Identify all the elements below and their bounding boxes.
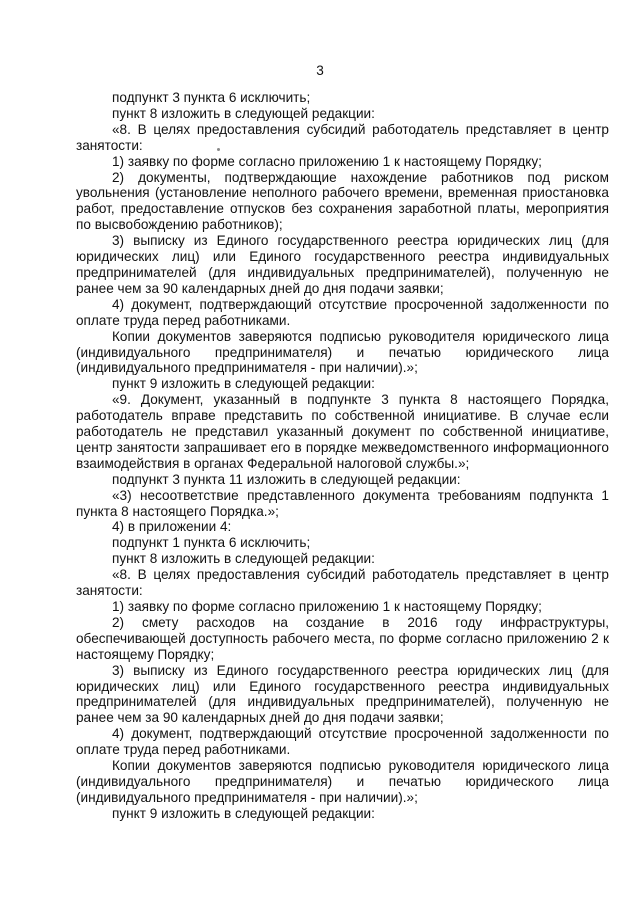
paragraph: 2) смету расходов на создание в 2016 году инфраструктуры, обеспечивающей доступность рабочего места, по форме согласно приложению 2 к настоящему Порядку; [76, 614, 609, 662]
paragraph: пункт 9 изложить в следующей редакции: [112, 805, 375, 821]
paragraph: 1) заявку по форме согласно приложению 1 к настоящему Порядку; [112, 153, 542, 169]
paragraph: Копии документов заверяются подписью руководителя юридического лица (индивидуального предпринимателя) и печатью юридического лица (индивидуального предпринимателя - при наличии).»; [76, 328, 609, 376]
paragraph: пункт 8 изложить в следующей редакции: [112, 105, 375, 121]
paragraph: подпункт 1 пункта 6 исключить; [112, 535, 311, 551]
paragraph: подпункт 3 пункта 6 исключить; [112, 90, 311, 105]
document-body [76, 90, 609, 822]
paragraph: 4) в приложении 4: [112, 519, 232, 535]
page-number: 3 [316, 63, 324, 78]
paragraph: 4) документ, подтверждающий отсутствие просроченной задолженности по оплате труда перед работниками. [76, 296, 609, 328]
paragraph: 4) документ, подтверждающий отсутствие просроченной задолженности по оплате труда перед работниками. [76, 726, 609, 758]
paragraph: «3) несоответствие представленного документа требованиям подпункта 1 пункта 8 настоящего Порядка.»; [76, 487, 609, 519]
paragraph: «9. Документ, указанный в подпункте 3 пункта 8 настоящего Порядка, работодатель вправе представить по собственной инициативе. В случае если работодатель не представил указанный документ по собственной инициативе, центр занятости запрашивает его в порядке межведомственного информационного взаимодействия в органах Федеральной налоговой службы.»; [76, 392, 609, 471]
paragraph: пункт 9 изложить в следующей редакции: [112, 376, 375, 392]
paragraph: 2) документы, подтверждающие нахождение работников под риском увольнения (установление неполного рабочего времени, временная приостановка работ, предоставление отпусков без сохранения заработной платы, мероприятия по высвобождению работников); [76, 169, 609, 233]
paragraph: «8. В целях предоставления субсидий работодатель представляет в центр занятости: [76, 121, 609, 153]
paragraph: 1) заявку по форме согласно приложению 1 к настоящему Порядку; [112, 599, 542, 614]
paragraph: 3) выписку из Единого государственного реестра юридических лиц (для юридических лиц) или Единого государственного реестра индивидуальных предпринимателей (для индивидуальных предпринимателей), полученную не ранее чем за 90 календарных дней до дня подачи заявки; [76, 233, 609, 296]
paragraph: подпункт 3 пункта 11 изложить в следующей редакции: [112, 471, 461, 487]
paragraph: Копии документов заверяются подписью руководителя юридического лица (индивидуального предпринимателя) и печатью юридического лица (индивидуального предпринимателя - при наличии).»; [76, 758, 609, 805]
paragraph: пункт 8 изложить в следующей редакции: [112, 551, 375, 567]
paragraph: 3) выписку из Единого государственного реестра юридических лиц (для юридических лиц) или Единого государственного реестра индивидуальных предпринимателей (для индивидуальных предпринимателей), полученную не ранее чем за 90 календарных дней до дня подачи заявки; [76, 662, 609, 726]
paragraph: «8. В целях предоставления субсидий работодатель представляет в центр занятости: [76, 567, 609, 599]
